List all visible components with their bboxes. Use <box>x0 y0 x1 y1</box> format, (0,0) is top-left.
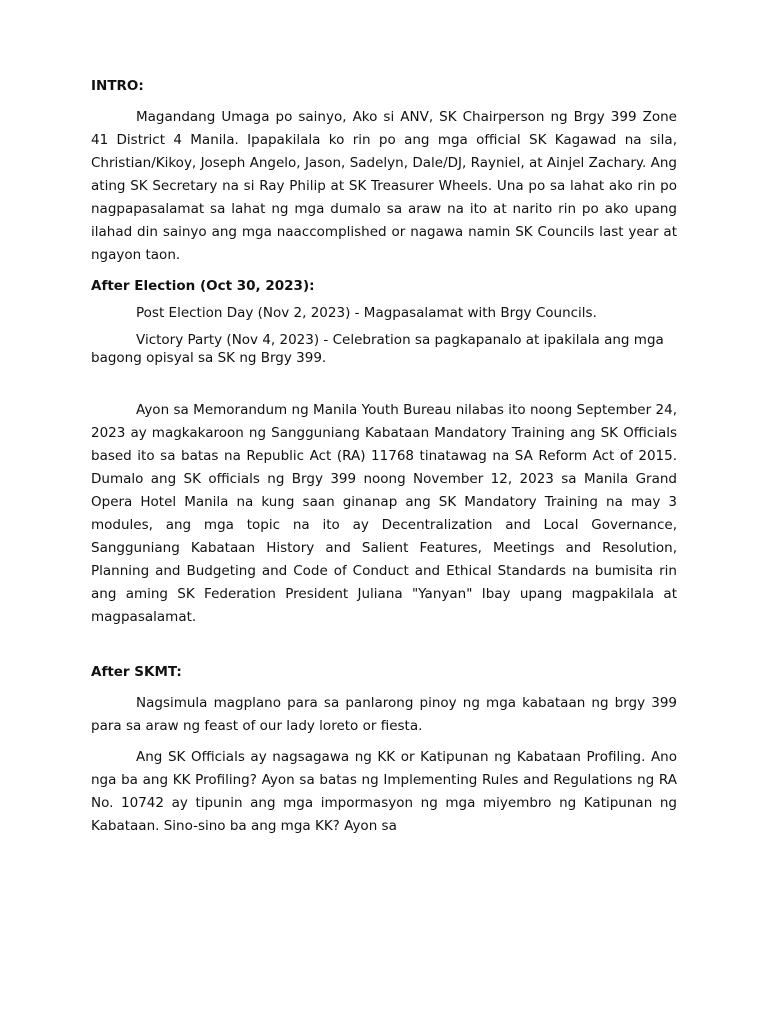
intro-heading: INTRO: <box>91 78 144 94</box>
after-election-heading: After Election (Oct 30, 2023): <box>91 278 315 294</box>
intro-paragraph: Magandang Umaga po sainyo, Ako si ANV, SK Chairperson ng Brgy 399 Zone 41 District 4 Manila. Ipapakilala ko rin po ang mga official SK Kagawad na sila, Christian/Kikoy, Joseph Angelo, Jason, Sadelyn, Dale/DJ, Rayniel, at Ainjel Zachary. Ang ating SK Secretary na si Ray Philip at SK Treasurer Wheels. Una po sa lahat ako rin po nagpapasalamat sa lahat ng mga dumalo sa araw na ito at narito rin po ako upang ilahad din sainyo ang mga naaccomplished or nagawa namin SK Councils last year at ngayon taon. <box>91 109 677 263</box>
victory-party-line: Victory Party (Nov 4, 2023) - Celebration sa pagkapanalo at ipakilala ang mga bagong opisyal sa SK ng Brgy 399. <box>91 332 664 366</box>
memorandum-paragraph: Ayon sa Memorandum ng Manila Youth Bureau nilabas ito noong September 24, 2023 ay magkakaroon ng Sangguniang Kabataan Mandatory Training ang SK Officials based ito sa batas na Republic Act (RA) 11768 tinatawag na SA Reform Act of 2015. Dumalo ang SK officials ng Brgy 399 noong November 12, 2023 sa Manila Grand Opera Hotel Manila na kung saan ginanap ang SK Mandatory Training na may 3 modules, ang mga topic na ito ay Decentralization and Local Governance, Sangguniang Kabataan History and Salient Features, Meetings and Resolution, Planning and Budgeting and Code of Conduct and Ethical Standards na bumisita rin ang aming SK Federation President Juliana "Yanyan" Ibay upang magpakilala at magpasalamat. <box>91 402 677 625</box>
kk-profiling-paragraph: Ang SK Officials ay nagsagawa ng KK or Katipunan ng Kabataan Profiling. Ano nga ba ang KK Profiling? Ayon sa batas ng Implementing Rules and Regulations ng RA No. 10742 ay tipunin ang mga impormasyon ng mga miyembro ng Katipunan ng Kabataan. Sino-sino ba ang mga KK? Ayon sa <box>91 749 677 834</box>
post-election-line: Post Election Day (Nov 2, 2023) - Magpasalamat with Brgy Councils. <box>136 305 597 321</box>
after-skmt-heading: After SKMT: <box>91 664 182 680</box>
plan-paragraph: Nagsimula magplano para sa panlarong pinoy ng mga kabataan ng brgy 399 para sa araw ng feast of our lady loreto or fiesta. <box>91 695 677 734</box>
